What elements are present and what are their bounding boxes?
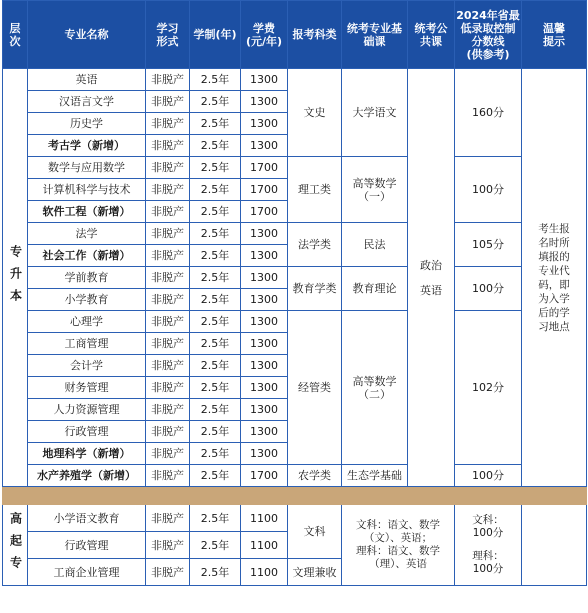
years-cell: 2.5年 xyxy=(190,135,241,157)
major-cell: 软件工程（新增） xyxy=(28,201,146,223)
form-cell: 非脱产 xyxy=(146,333,190,355)
category-cell: 经管类 xyxy=(288,311,342,465)
fee-cell: 1300 xyxy=(241,267,288,289)
category-cell: 农学类 xyxy=(288,465,342,487)
major-cell: 社会工作（新增） xyxy=(28,245,146,267)
fee-cell: 1100 xyxy=(241,559,288,586)
score-cell: 100分 xyxy=(455,267,522,311)
years-cell: 2.5年 xyxy=(190,377,241,399)
major-cell: 英语 xyxy=(28,69,146,91)
form-cell: 非脱产 xyxy=(146,135,190,157)
form-cell: 非脱产 xyxy=(146,223,190,245)
table-row xyxy=(3,311,587,333)
years-cell: 2.5年 xyxy=(190,179,241,201)
major-cell: 小学语文教育 xyxy=(28,505,146,532)
header-score-line: 2024年省最 低录取控制 分数线 (供参考) xyxy=(455,1,522,69)
form-cell: 非脱产 xyxy=(146,113,190,135)
header-years: 学制(年) xyxy=(190,1,241,69)
basic-course-cell: 生态学基础 xyxy=(342,465,408,487)
form-cell: 非脱产 xyxy=(146,157,190,179)
years-cell: 2.5年 xyxy=(190,289,241,311)
major-cell: 水产养殖学（新增） xyxy=(28,465,146,487)
years-cell: 2.5年 xyxy=(190,465,241,487)
form-cell: 非脱产 xyxy=(146,91,190,113)
score-cell: 100分 xyxy=(455,465,522,487)
major-cell: 考古学（新增） xyxy=(28,135,146,157)
score-cell: 160分 xyxy=(455,69,522,157)
form-cell: 非脱产 xyxy=(146,421,190,443)
form-cell: 非脱产 xyxy=(146,355,190,377)
score-cell: 文科： 100分 理科： 100分 xyxy=(455,505,522,586)
major-cell: 行政管理 xyxy=(28,532,146,559)
years-cell: 2.5年 xyxy=(190,333,241,355)
score-cell: 100分 xyxy=(455,157,522,223)
years-cell: 2.5年 xyxy=(190,421,241,443)
major-cell: 数学与应用数学 xyxy=(28,157,146,179)
level-highstart: 高起专 xyxy=(3,505,28,586)
form-cell: 非脱产 xyxy=(146,267,190,289)
major-cell: 心理学 xyxy=(28,311,146,333)
fee-cell: 1300 xyxy=(241,135,288,157)
table-row xyxy=(3,267,587,289)
fee-cell: 1300 xyxy=(241,69,288,91)
header-fee: 学费 (元/年) xyxy=(241,1,288,69)
form-cell: 非脱产 xyxy=(146,311,190,333)
fee-cell: 1300 xyxy=(241,311,288,333)
form-cell: 非脱产 xyxy=(146,443,190,465)
header-public-course: 统考公 共课 xyxy=(408,1,455,69)
major-cell: 学前教育 xyxy=(28,267,146,289)
fee-cell: 1700 xyxy=(241,157,288,179)
level-upgrade: 专升本 xyxy=(3,69,28,487)
table-row xyxy=(3,157,587,179)
form-cell: 非脱产 xyxy=(146,399,190,421)
fee-cell: 1700 xyxy=(241,465,288,487)
fee-cell: 1300 xyxy=(241,91,288,113)
fee-cell: 1700 xyxy=(241,179,288,201)
form-cell: 非脱产 xyxy=(146,377,190,399)
years-cell: 2.5年 xyxy=(190,69,241,91)
form-cell: 非脱产 xyxy=(146,69,190,91)
category-cell: 理工类 xyxy=(288,157,342,223)
fee-cell: 1300 xyxy=(241,355,288,377)
years-cell: 2.5年 xyxy=(190,311,241,333)
header-level: 层 次 xyxy=(3,1,28,69)
major-cell: 会计学 xyxy=(28,355,146,377)
category-cell: 教育学类 xyxy=(288,267,342,311)
table-row xyxy=(3,69,587,91)
years-cell: 2.5年 xyxy=(190,223,241,245)
years-cell: 2.5年 xyxy=(190,157,241,179)
years-cell: 2.5年 xyxy=(190,245,241,267)
major-cell: 财务管理 xyxy=(28,377,146,399)
years-cell: 2.5年 xyxy=(190,399,241,421)
tip-empty-cell xyxy=(522,505,587,586)
years-cell: 2.5年 xyxy=(190,267,241,289)
years-cell: 2.5年 xyxy=(190,91,241,113)
major-cell: 历史学 xyxy=(28,113,146,135)
major-cell: 人力资源管理 xyxy=(28,399,146,421)
header-tip: 温馨 提示 xyxy=(522,1,587,69)
fee-cell: 1300 xyxy=(241,421,288,443)
fee-cell: 1300 xyxy=(241,333,288,355)
category-cell: 法学类 xyxy=(288,223,342,267)
major-cell: 计算机科学与技术 xyxy=(28,179,146,201)
form-cell: 非脱产 xyxy=(146,179,190,201)
years-cell: 2.5年 xyxy=(190,532,241,559)
header-major: 专业名称 xyxy=(28,1,146,69)
exam-subjects-cell: 文科：语文、数学 （文）、英语； 理科：语文、数学 （理）、英语 xyxy=(342,505,455,586)
basic-course-cell: 高等数学 （一） xyxy=(342,157,408,223)
header-category: 报考科类 xyxy=(288,1,342,69)
fee-cell: 1300 xyxy=(241,289,288,311)
table-row xyxy=(3,223,587,245)
form-cell: 非脱产 xyxy=(146,465,190,487)
fee-cell: 1300 xyxy=(241,223,288,245)
section-divider xyxy=(3,487,587,505)
major-cell: 小学教育 xyxy=(28,289,146,311)
category-cell: 文科 xyxy=(288,505,342,559)
basic-course-cell: 教育理论 xyxy=(342,267,408,311)
fee-cell: 1300 xyxy=(241,113,288,135)
major-cell: 工商企业管理 xyxy=(28,559,146,586)
header-study-form: 学习 形式 xyxy=(146,1,190,69)
header-row xyxy=(3,1,587,69)
category-cell: 文史 xyxy=(288,69,342,157)
form-cell: 非脱产 xyxy=(146,505,190,532)
major-cell: 法学 xyxy=(28,223,146,245)
fee-cell: 1700 xyxy=(241,201,288,223)
major-cell: 地理科学（新增） xyxy=(28,443,146,465)
fee-cell: 1100 xyxy=(241,532,288,559)
tip-note: 考生报 名时所 填报的 专业代 码，即 为入学 后的学 习地点 xyxy=(522,69,587,487)
table-row xyxy=(3,505,587,532)
years-cell: 2.5年 xyxy=(190,559,241,586)
public-course-cell: 政治 英语 xyxy=(408,69,455,487)
basic-course-cell: 大学语文 xyxy=(342,69,408,157)
form-cell: 非脱产 xyxy=(146,289,190,311)
score-cell: 102分 xyxy=(455,311,522,465)
form-cell: 非脱产 xyxy=(146,532,190,559)
basic-course-cell: 高等数学 （二） xyxy=(342,311,408,465)
years-cell: 2.5年 xyxy=(190,355,241,377)
major-cell: 行政管理 xyxy=(28,421,146,443)
fee-cell: 1300 xyxy=(241,399,288,421)
years-cell: 2.5年 xyxy=(190,505,241,532)
category-cell: 文理兼收 xyxy=(288,559,342,586)
header-basic-course: 统考专业基 础课 xyxy=(342,1,408,69)
fee-cell: 1300 xyxy=(241,377,288,399)
fee-cell: 1300 xyxy=(241,245,288,267)
table-row xyxy=(3,465,587,487)
divider-bar xyxy=(3,487,587,505)
years-cell: 2.5年 xyxy=(190,201,241,223)
major-cell: 汉语言文学 xyxy=(28,91,146,113)
fee-cell: 1100 xyxy=(241,505,288,532)
years-cell: 2.5年 xyxy=(190,443,241,465)
admission-table xyxy=(2,0,587,586)
form-cell: 非脱产 xyxy=(146,201,190,223)
fee-cell: 1300 xyxy=(241,443,288,465)
form-cell: 非脱产 xyxy=(146,559,190,586)
score-cell: 105分 xyxy=(455,223,522,267)
years-cell: 2.5年 xyxy=(190,113,241,135)
form-cell: 非脱产 xyxy=(146,245,190,267)
basic-course-cell: 民法 xyxy=(342,223,408,267)
major-cell: 工商管理 xyxy=(28,333,146,355)
